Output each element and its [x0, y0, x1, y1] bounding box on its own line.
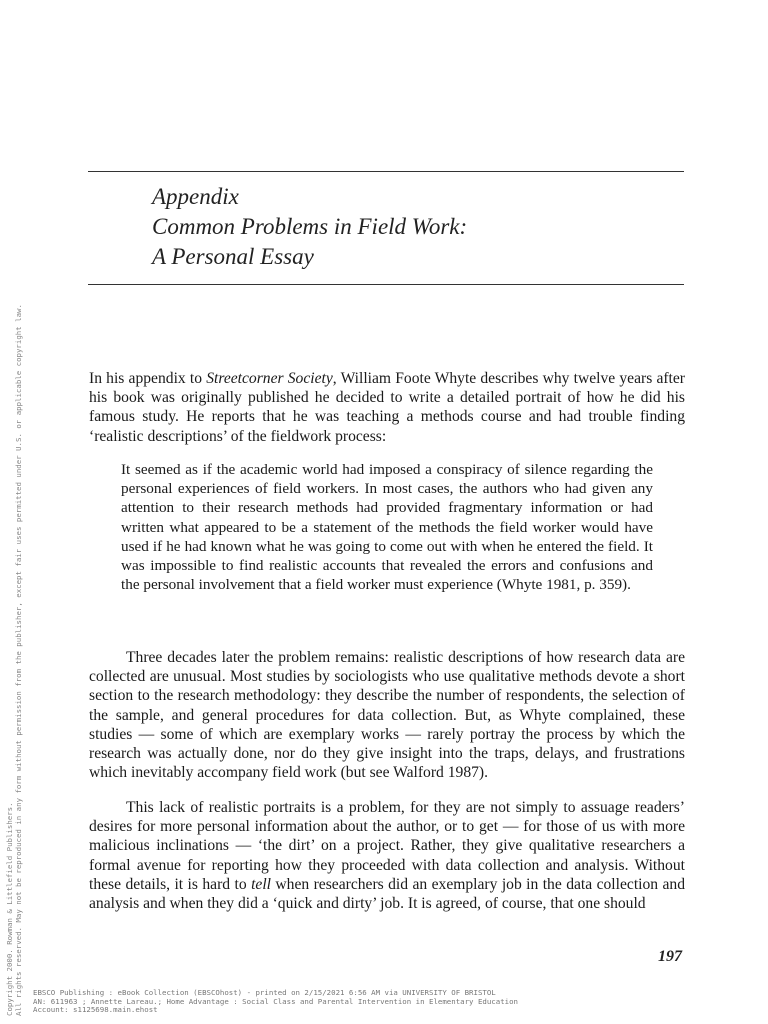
title-line-2: Common Problems in Field Work: [152, 214, 468, 239]
book-title: Streetcorner Society [206, 370, 333, 387]
intro-text-post: , William Foote Whyte describes why twelve years after his book was originally published he decided to write a detailed portrait of how he did his famous study. He reports that he was teaching a methods course and had trouble finding ‘realistic descriptions’ of the fieldwork process: [89, 370, 686, 445]
chapter-title [152, 182, 672, 272]
header-rule-top [88, 171, 684, 172]
side-notice-line-1: Copyright 2000. Rowman & Littlefield Publishers. [5, 802, 14, 1016]
side-notice-line-2: All rights reserved. May not be reproduced in any form without permission from the publisher, except fair uses permitted under U.S. or applicable copyright law. [13, 304, 23, 1016]
header-rule-bottom [88, 284, 684, 285]
footer-line-2: AN: 611963 ; Annette Lareau.; Home Advantage : Social Class and Parental Intervention in Elementary Education [33, 996, 518, 1006]
emphasis-tell: tell [251, 875, 271, 893]
footer-line-3: Account: s1125698.main.ehost [33, 1005, 158, 1015]
second-paragraph-text: Three decades later the problem remains: realistic descriptions of how research data are collected are unusual. Most studies by sociologists who use qualitative methods devote a short section to the research methodology: they describe the number of respondents, the selection of the sample, and general procedures for data collection. But, as Whyte complained, these studies — some of which are exemplary works — rarely portray the process by which the research was actually done, nor do they give insight into the traps, delays, and frustrations which inevitably accompany field work (but see Walford 1987). [89, 649, 685, 782]
side-copyright-notice [6, 0, 24, 1016]
second-paragraph [89, 648, 685, 782]
third-text-pre: This lack of realistic portraits is a problem, for they are not simply to assuage readers’ desires for more personal information about the author, or to get — for those of us with more malicious inclinations — ‘the dirt’ on a project. Rather, they give qualitative researchers a formal avenue for reporting how they proceeded with data collection and analysis. Without these details, it is hard to [89, 799, 685, 893]
block-quote [121, 460, 653, 594]
third-paragraph [89, 798, 685, 913]
quote-text: It seemed as if the academic world had imposed a conspiracy of silence regarding the personal experiences of field workers. In most cases, the authors who had given any attention to their research methods had provided fragmentary information or had written what appeared to be a statement of the methods the field worker would have used if he had known what he was going to come out with when he entered the field. It was impossible to find realistic accounts that revealed the errors and confusions and the personal involvement that a field worker must experience (Whyte 1981, p. 359). [121, 461, 653, 594]
title-line-3: A Personal Essay [152, 244, 314, 269]
intro-paragraph [89, 369, 685, 446]
third-text-post: when researchers did an exemplary job in the data collection and analysis and when they did a ‘quick and dirty’ job. It is agreed, of course, that one should [89, 875, 686, 913]
footer-line-1: EBSCO Publishing : eBook Collection (EBSCOhost) - printed on 2/15/2021 6:56 AM via UNIVERSITY OF BRISTOL [33, 988, 496, 997]
intro-text-pre: In his appendix to [89, 370, 207, 387]
title-line-1: Appendix [152, 184, 239, 209]
page-number: 197 [658, 948, 682, 965]
ebsco-footer [33, 989, 518, 1015]
